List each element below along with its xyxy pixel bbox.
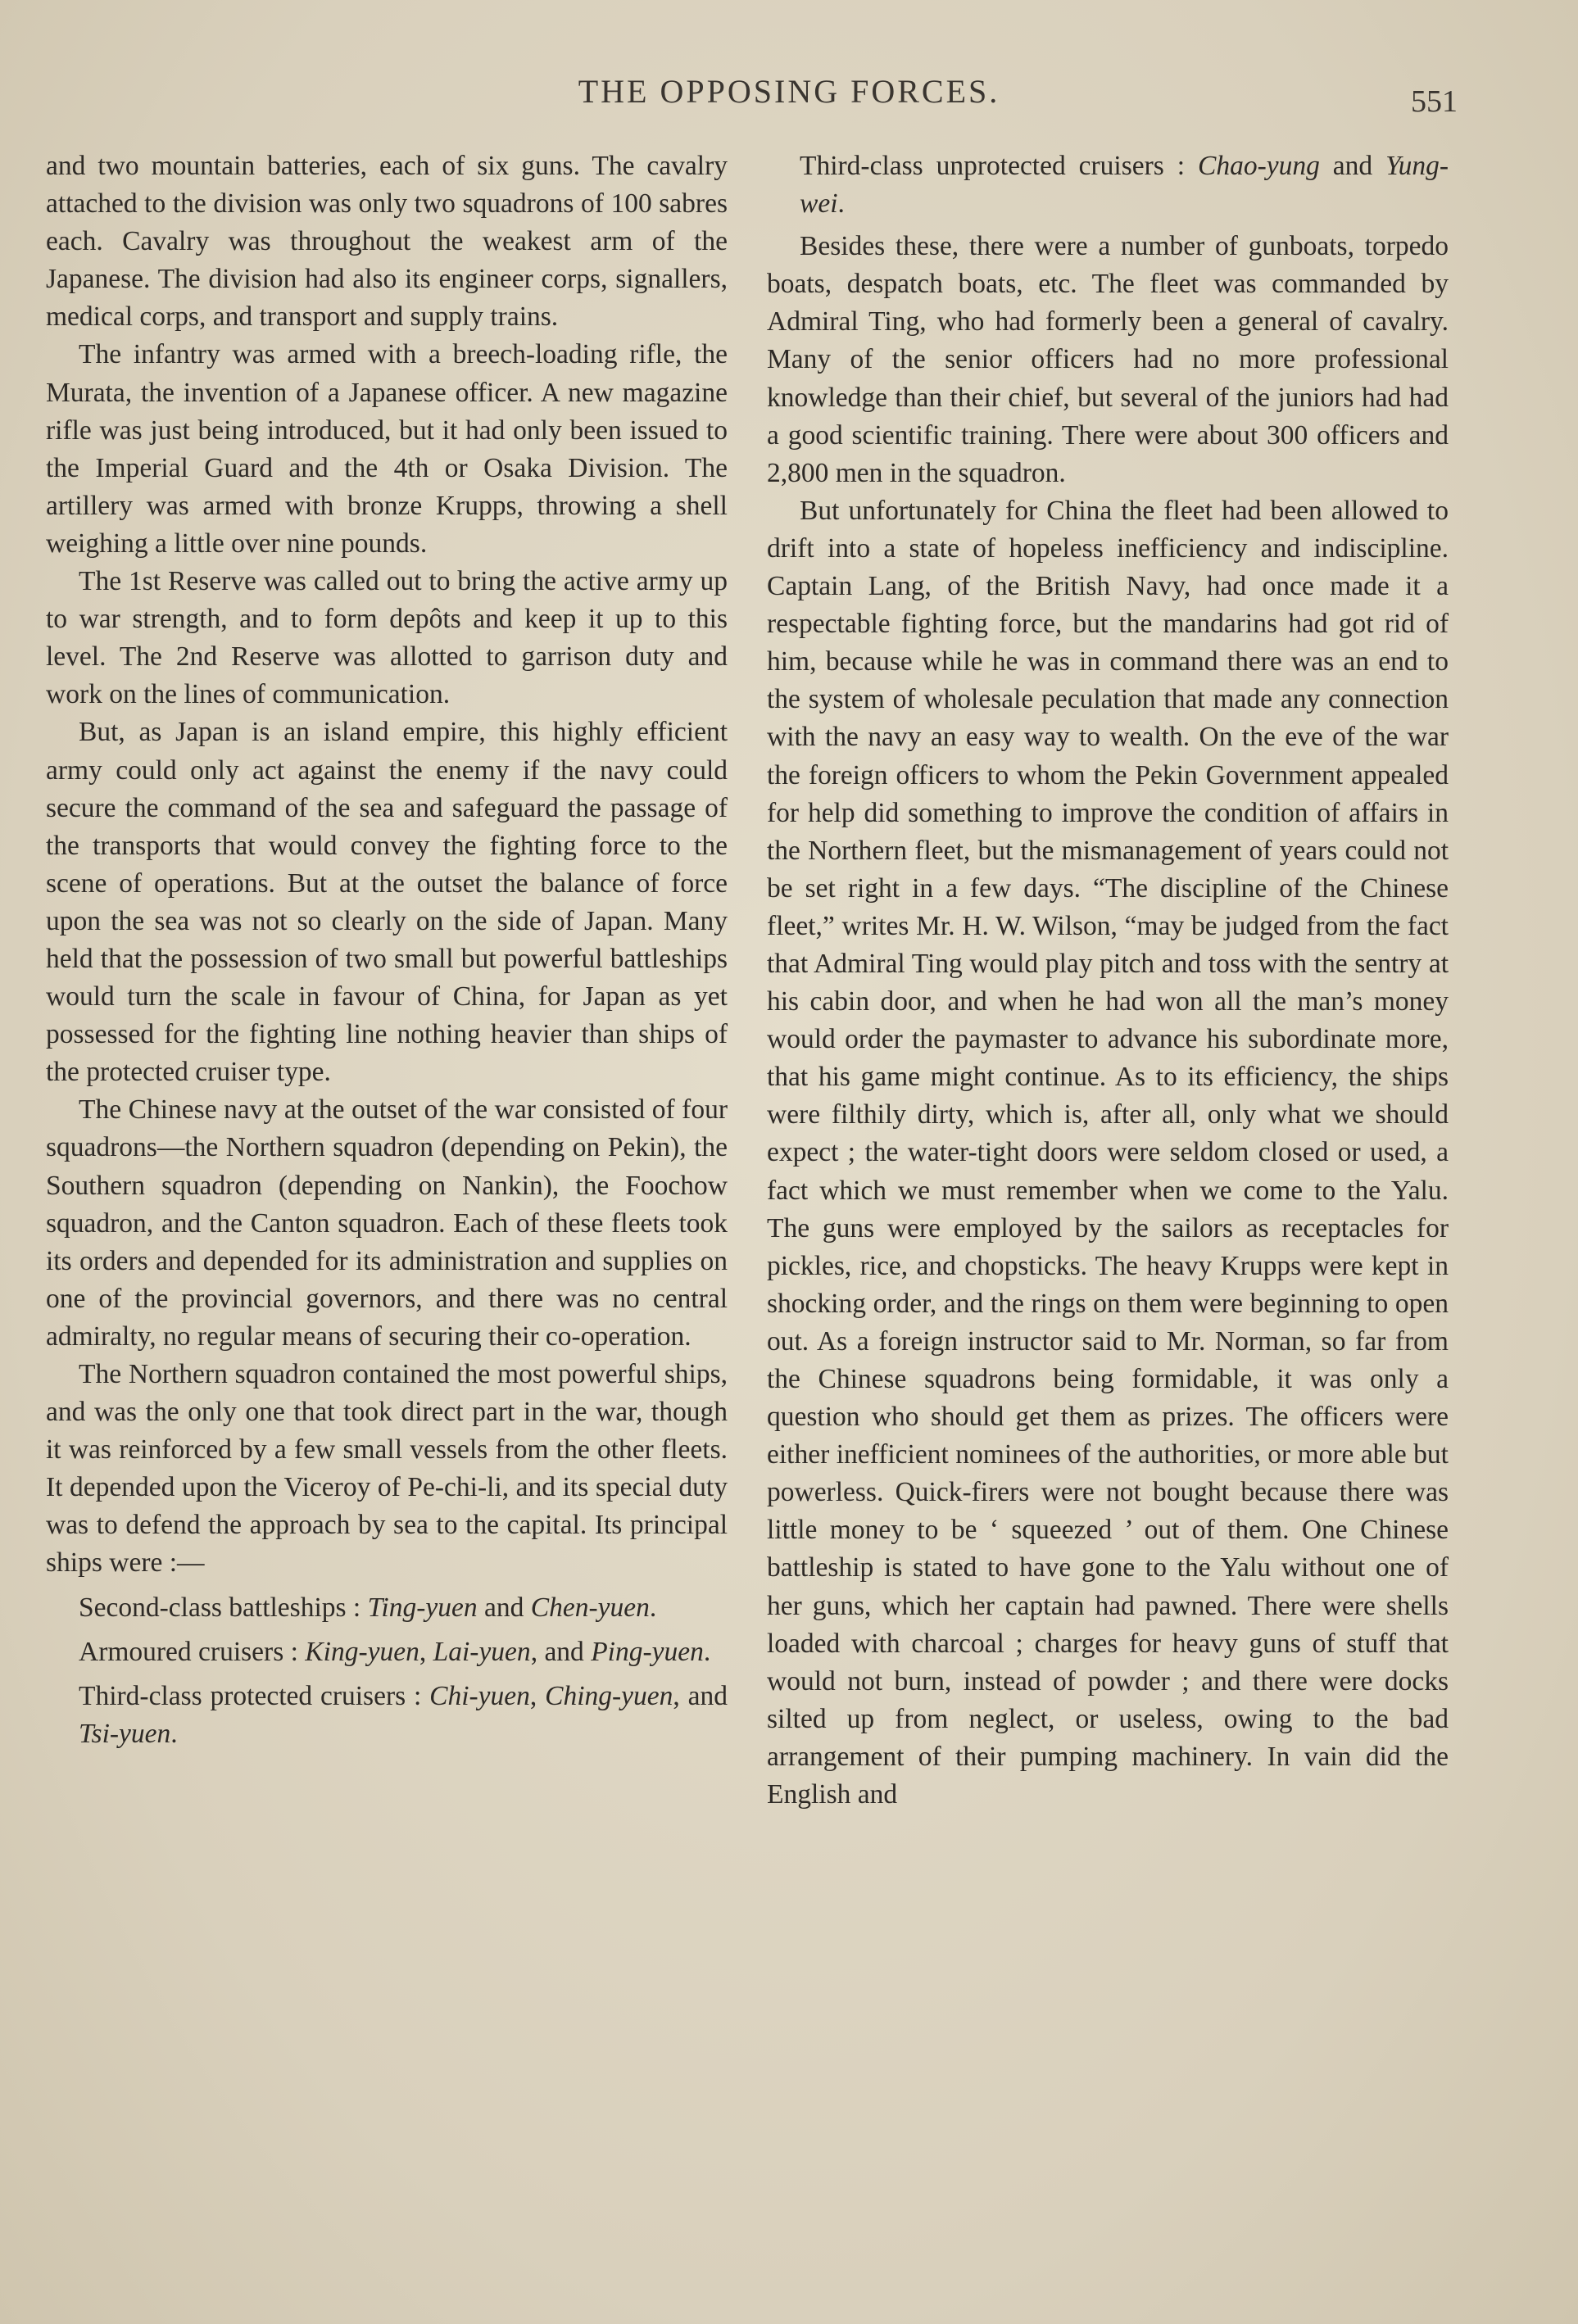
separator: .: [837, 188, 845, 220]
separator: ,: [529, 1680, 537, 1711]
left-column: [46, 147, 728, 1753]
ship-name: Chen-yuen: [530, 1592, 650, 1623]
ship-list-entry: [767, 147, 1449, 223]
paragraph: But, as Japan is an island empire, this highly efficient army could only act against the enemy if the navy could secure the command of the sea and safeguard the passage of the transports that would convey the fighting force to the scene of operations. But at the outset the balance of force upon the sea was not so clearly on the side of Japan. Many held that the possession of two small but powerful battleships would turn the scale in favour of China, for Japan as yet possessed for the fighting line nothing heavier than ships of the protected cruiser type.: [46, 717, 728, 1088]
separator: , and: [673, 1680, 728, 1711]
paragraph: Besides these, there were a number of gunboats, torpedo boats, despatch boats, etc. The fleet was commanded by Admiral Ting, who had formerly been a general of cavalry. Many of the senior officers had no more professional knowledge than their chief, but several of the juniors had had a good scientific training. There were about 300 officers and 2,800 men in the squadron.: [767, 231, 1449, 488]
ship-name: Ching-yuen: [545, 1680, 673, 1711]
paragraph: The 1st Reserve was called out to bring the active army up to war strength, and to form depôts and keep it up to this level. The 2nd Reserve was allotted to garrison duty and work on the lines of communication.: [46, 566, 728, 710]
ship-list-entry: [46, 1589, 728, 1627]
separator: .: [703, 1636, 711, 1667]
ship-name: King-yuen: [305, 1636, 419, 1667]
paragraph: The Chinese navy at the outset of the war consisted of four squadrons—the Northern squadron (depending on Pekin), the Southern squadron (depending on Nankin), the Foochow squadron, and the Canton squadron. Each of these fleets took its orders and depended for its administration and supplies on one of the provincial governors, and there was no central admiralty, no regular means of securing their co-operation.: [46, 1094, 728, 1352]
ship-name: Yung-wei: [800, 151, 1449, 220]
page-number: 551: [1411, 84, 1458, 119]
paragraph: The infantry was armed with a breech-loading rifle, the Murata, the invention of a Japanese officer. A new magazine rifle was just being introduced, but it had only been issued to the Imperial Guard and the 4th or Osaka Division. The artillery was armed with bronze Krupps, throwing a shell weighing a little over nine pounds.: [46, 339, 728, 559]
ship-name: Chi-yuen: [429, 1680, 530, 1711]
separator: .: [170, 1718, 178, 1749]
ship-class: Third-class protected cruisers :: [79, 1680, 422, 1711]
paragraph: The Northern squadron contained the most powerful ships, and was the only one that took direct part in the war, though it was reinforced by a few small vessels from the other fleets. It depended upon the Viceroy of Pe-chi-li, and its special duty was to defend the approach by sea to the capital. Its principal ships were :—: [46, 1359, 728, 1579]
paragraph: and two mountain batteries, each of six guns. The cavalry attached to the division was only two squadrons of 100 sabres each. Cavalry was throughout the weakest arm of the Japanese. The division had also its engineer corps, signallers, medical corps, and transport and supply trains.: [46, 151, 728, 333]
ship-class: Second-class battleships :: [79, 1592, 361, 1623]
separator: and: [1332, 151, 1373, 181]
separator: .: [649, 1592, 657, 1623]
separator: , and: [530, 1636, 584, 1667]
ship-class: Armoured cruisers :: [79, 1636, 298, 1667]
separator: and: [483, 1592, 524, 1623]
ship-name: Lai-yuen: [433, 1636, 531, 1667]
ship-name: Ting-yuen: [367, 1592, 478, 1623]
ship-list-entry: [46, 1678, 728, 1753]
right-column: [767, 147, 1449, 1814]
separator: ,: [419, 1636, 427, 1667]
ship-name: Chao-yung: [1197, 151, 1320, 181]
ship-name: Tsi-yuen: [79, 1718, 171, 1749]
ship-list-entry: [46, 1633, 728, 1671]
page-header: [0, 72, 1578, 121]
ship-name: Ping-yuen: [591, 1636, 704, 1667]
ship-class: Third-class unprotected cruisers :: [800, 151, 1186, 181]
paragraph: But unfortunately for China the fleet had been allowed to drift into a state of hopeless inefficiency and indiscipline. Captain Lang, of the British Navy, had once made it a respectable fighting force, but the mandarins had got rid of him, because while he was in command there was an end to the system of wholesale peculation that made any connection with the navy an easy way to wealth. On the eve of the war the foreign officers to whom the Pekin Government appealed for help did something to improve the condition of affairs in the Northern fleet, but the mismanagement of years could not be set right in a few days. “The discipline of the Chinese fleet,” writes Mr. H. W. Wilson, “may be judged from the fact that Admiral Ting would play pitch and toss with the sentry at his cabin door, and when he had won all the man’s money would order the paymaster to advance his subordinate more, that his game might continue. As to its efficiency, the ships were filthily dirty, which is, after all, only what we should expect ; the water-tight doors were seldom closed or used, a fact which we must remember when we come to the Yalu. The guns were employed by the sailors as receptacles for pickles, rice, and chopsticks. The heavy Krupps were kept in shocking order, and the rings on them were beginning to open out. As a foreign instructor said to Mr. Norman, so far from the Chinese squadrons being formidable, it was only a question who should get them as prizes. The officers were either inefficient nominees of the authorities, or more able but powerless. Quick-firers were not bought because there was little money to be ‘ squeezed ’ out of them. One Chinese battleship is stated to have gone to the Yalu without one of her guns, which her captain had pawned. There were shells loaded with charcoal ; charges for heavy guns of stuff that would not burn, instead of powder ; and there were docks silted up from neglect, or useless, owing to the bad arrangement of their pumping machinery. In vain did the English and: [767, 495, 1449, 1810]
running-head: THE OPPOSING FORCES.: [578, 73, 1000, 110]
